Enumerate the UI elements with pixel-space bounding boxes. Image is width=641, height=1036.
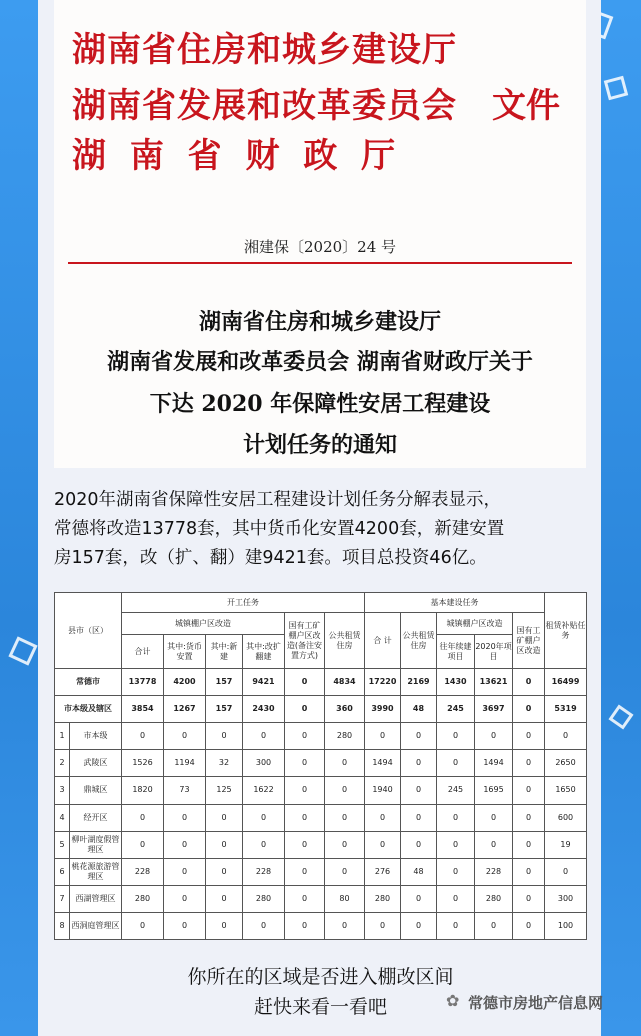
table-cell: 0 (437, 858, 475, 885)
table-cell: 0 (164, 885, 206, 912)
row-number: 3 (55, 777, 70, 804)
table-cell: 0 (325, 750, 365, 777)
header-basic-tasks: 基本建设任务 (365, 593, 545, 613)
table-cell: 0 (285, 777, 325, 804)
table-cell: 0 (206, 885, 243, 912)
table-cell: 0 (437, 804, 475, 831)
doc-title-line1: 湖南省住房和城乡建设厅 (198, 309, 441, 335)
row-name: 经开区 (70, 804, 122, 831)
summary-line1: 2020年湖南省保障性安居工程建设计划任务分解表显示， (54, 490, 502, 510)
footer-line2: 赶快来看一看吧 (253, 996, 387, 1018)
table-cell: 0 (243, 831, 285, 858)
table-cell: 2169 (401, 669, 437, 696)
row-name: 市本级及辖区 (55, 696, 122, 723)
table-cell: 0 (164, 804, 206, 831)
table-cell: 9421 (243, 669, 285, 696)
table-cell: 245 (437, 696, 475, 723)
table-cell: 0 (285, 696, 325, 723)
table-row (55, 912, 587, 939)
table-cell: 0 (285, 912, 325, 939)
doc-title-line3: 下达 2020 年保障性安居工程建设 (149, 391, 491, 417)
summary-line3: 房157套，改（扩、翻）建9421套。项目总投资46亿。 (54, 548, 487, 568)
table-cell: 1526 (122, 750, 164, 777)
row-number: 2 (55, 750, 70, 777)
table-cell: 280 (475, 885, 513, 912)
table-cell: 280 (325, 723, 365, 750)
table-cell: 0 (122, 804, 164, 831)
table-cell: 0 (285, 804, 325, 831)
table-cell: 5319 (545, 696, 587, 723)
table-cell: 0 (325, 831, 365, 858)
row-number: 6 (55, 858, 70, 885)
table-cell: 0 (365, 804, 401, 831)
header-total: 合计 (122, 635, 164, 669)
table-cell: 1820 (122, 777, 164, 804)
table-cell: 1940 (365, 777, 401, 804)
row-name: 鼎城区 (70, 777, 122, 804)
table-row (55, 723, 587, 750)
row-name: 市本级 (70, 723, 122, 750)
table-cell: 2650 (545, 750, 587, 777)
table-cell: 0 (285, 669, 325, 696)
table-cell: 276 (365, 858, 401, 885)
table-cell: 1695 (475, 777, 513, 804)
table-cell: 0 (285, 723, 325, 750)
header-county: 县市（区） (55, 593, 122, 669)
header-rent-subsidy: 租赁补贴任务 (545, 593, 587, 669)
table-cell: 0 (401, 750, 437, 777)
table-cell: 0 (285, 885, 325, 912)
table-cell: 0 (206, 912, 243, 939)
table-cell: 0 (545, 858, 587, 885)
header-basic-public: 公共租赁住房 (401, 613, 437, 669)
table-cell: 1622 (243, 777, 285, 804)
row-name: 柳叶湖度假管理区 (70, 831, 122, 858)
table-cell: 280 (243, 885, 285, 912)
table-cell: 0 (401, 723, 437, 750)
header-money: 其中:货币安置 (164, 635, 206, 669)
header-public-rent: 公共租赁住房 (325, 613, 365, 669)
table-cell: 1194 (164, 750, 206, 777)
table-cell: 0 (325, 777, 365, 804)
table-cell: 0 (206, 831, 243, 858)
table-cell: 0 (325, 912, 365, 939)
table-cell: 0 (513, 777, 545, 804)
table-cell: 100 (545, 912, 587, 939)
watermark-text: 常德市房地产信息网 (468, 994, 604, 1012)
table-cell: 0 (513, 669, 545, 696)
task-table (54, 592, 587, 940)
table-cell: 0 (325, 804, 365, 831)
table-row (55, 696, 587, 723)
table-cell: 0 (325, 858, 365, 885)
table-cell: 3990 (365, 696, 401, 723)
header-shanty: 城镇棚户区改造 (122, 613, 285, 635)
table-cell: 0 (545, 723, 587, 750)
table-cell: 157 (206, 696, 243, 723)
table-row (55, 804, 587, 831)
table-cell: 228 (475, 858, 513, 885)
table-cell: 32 (206, 750, 243, 777)
table-cell: 0 (401, 831, 437, 858)
table-cell: 125 (206, 777, 243, 804)
table-cell: 0 (475, 912, 513, 939)
table-row (55, 750, 587, 777)
watermark (446, 992, 603, 1013)
table-cell: 300 (545, 885, 587, 912)
table-cell: 4200 (164, 669, 206, 696)
table-cell: 1430 (437, 669, 475, 696)
row-name: 桃花源旅游管理区 (70, 858, 122, 885)
row-name: 西湖管理区 (70, 885, 122, 912)
wechat-icon: ✿ (446, 991, 460, 1010)
row-number: 5 (55, 831, 70, 858)
table-cell: 0 (243, 723, 285, 750)
table-cell: 0 (164, 912, 206, 939)
table-cell: 19 (545, 831, 587, 858)
table-cell: 0 (206, 723, 243, 750)
table-cell: 0 (164, 831, 206, 858)
row-number: 8 (55, 912, 70, 939)
table-cell: 0 (365, 912, 401, 939)
table-cell: 0 (513, 912, 545, 939)
table-cell: 0 (475, 804, 513, 831)
doc-number: 湘建保〔2020〕24 号 (243, 238, 397, 256)
row-number: 7 (55, 885, 70, 912)
table-cell: 80 (325, 885, 365, 912)
table-cell: 0 (401, 885, 437, 912)
table-cell: 3697 (475, 696, 513, 723)
table-cell: 0 (243, 804, 285, 831)
doc-header-suffix: 文件 (492, 86, 560, 126)
task-table-image (54, 592, 586, 940)
table-cell: 0 (513, 804, 545, 831)
header-mine: 国有工矿棚户区改造(备注安置方式) (285, 613, 325, 669)
table-cell: 1494 (365, 750, 401, 777)
table-cell: 0 (206, 804, 243, 831)
table-cell: 0 (437, 750, 475, 777)
table-cell: 17220 (365, 669, 401, 696)
table-cell: 0 (401, 912, 437, 939)
table-cell: 0 (206, 858, 243, 885)
table-cell: 0 (513, 885, 545, 912)
table-cell: 0 (401, 804, 437, 831)
table-row (55, 669, 587, 696)
table-row (55, 858, 587, 885)
table-cell: 245 (437, 777, 475, 804)
header-basic-mine: 国有工矿棚户区改造 (513, 613, 545, 669)
table-row (55, 885, 587, 912)
red-divider (68, 262, 572, 264)
table-cell: 13621 (475, 669, 513, 696)
table-cell: 280 (122, 885, 164, 912)
table-cell: 0 (437, 885, 475, 912)
table-cell: 48 (401, 696, 437, 723)
table-cell: 0 (122, 912, 164, 939)
table-cell: 2430 (243, 696, 285, 723)
table-cell: 0 (122, 831, 164, 858)
table-cell: 280 (365, 885, 401, 912)
table-cell: 16499 (545, 669, 587, 696)
table-row (55, 831, 587, 858)
doc-title-line4: 计划任务的通知 (242, 432, 397, 458)
table-cell: 0 (365, 831, 401, 858)
row-number: 1 (55, 723, 70, 750)
table-cell: 228 (243, 858, 285, 885)
table-cell: 1650 (545, 777, 587, 804)
table-cell: 0 (513, 696, 545, 723)
summary-line2: 常德将改造13778套，其中货币化安置4200套，新建安置 (54, 519, 505, 539)
table-cell: 1494 (475, 750, 513, 777)
table-cell: 0 (285, 858, 325, 885)
table-cell: 0 (513, 750, 545, 777)
table-cell: 0 (475, 831, 513, 858)
row-name: 西洞庭管理区 (70, 912, 122, 939)
table-cell: 0 (401, 777, 437, 804)
row-name: 常德市 (55, 669, 122, 696)
table-cell: 0 (285, 831, 325, 858)
row-name: 武陵区 (70, 750, 122, 777)
header-past: 往年续建项目 (437, 635, 475, 669)
table-cell: 300 (243, 750, 285, 777)
header-rebuild: 其中:改扩翻建 (243, 635, 285, 669)
table-cell: 0 (437, 831, 475, 858)
table-cell: 0 (285, 750, 325, 777)
table-cell: 0 (475, 723, 513, 750)
header-start-tasks: 开工任务 (122, 593, 365, 613)
table-cell: 48 (401, 858, 437, 885)
table-cell: 0 (437, 912, 475, 939)
table-cell: 0 (122, 723, 164, 750)
summary-paragraph (54, 486, 594, 573)
table-cell: 360 (325, 696, 365, 723)
footer-line1: 你所在的区域是否进入棚改区间 (187, 966, 454, 988)
header-2020: 2020年项目 (475, 635, 513, 669)
table-cell: 0 (365, 723, 401, 750)
document-header-image (54, 0, 586, 468)
table-cell: 0 (243, 912, 285, 939)
doc-title-line2: 湖南省发展和改革委员会 湖南省财政厅关于 (107, 349, 533, 375)
table-cell: 73 (164, 777, 206, 804)
table-cell: 13778 (122, 669, 164, 696)
header-new: 其中:新 建 (206, 635, 243, 669)
row-number: 4 (55, 804, 70, 831)
table-cell: 600 (545, 804, 587, 831)
table-cell: 0 (513, 831, 545, 858)
table-row (55, 777, 587, 804)
table-cell: 0 (164, 723, 206, 750)
table-cell: 157 (206, 669, 243, 696)
table-cell: 0 (513, 723, 545, 750)
doc-header-line1: 湖南省住房和城乡建设厅 (72, 30, 457, 70)
table-cell: 0 (164, 858, 206, 885)
doc-header-line2: 湖南省发展和改革委员会 (72, 86, 457, 126)
table-cell: 228 (122, 858, 164, 885)
header-basic-shanty: 城镇棚户区改造 (437, 613, 513, 635)
table-cell: 3854 (122, 696, 164, 723)
table-cell: 0 (513, 858, 545, 885)
table-cell: 4834 (325, 669, 365, 696)
table-cell: 1267 (164, 696, 206, 723)
doc-header-line3: 湖 南 省 财 政 厅 (72, 136, 402, 176)
header-basic-total: 合 计 (365, 613, 401, 669)
table-cell: 0 (437, 723, 475, 750)
